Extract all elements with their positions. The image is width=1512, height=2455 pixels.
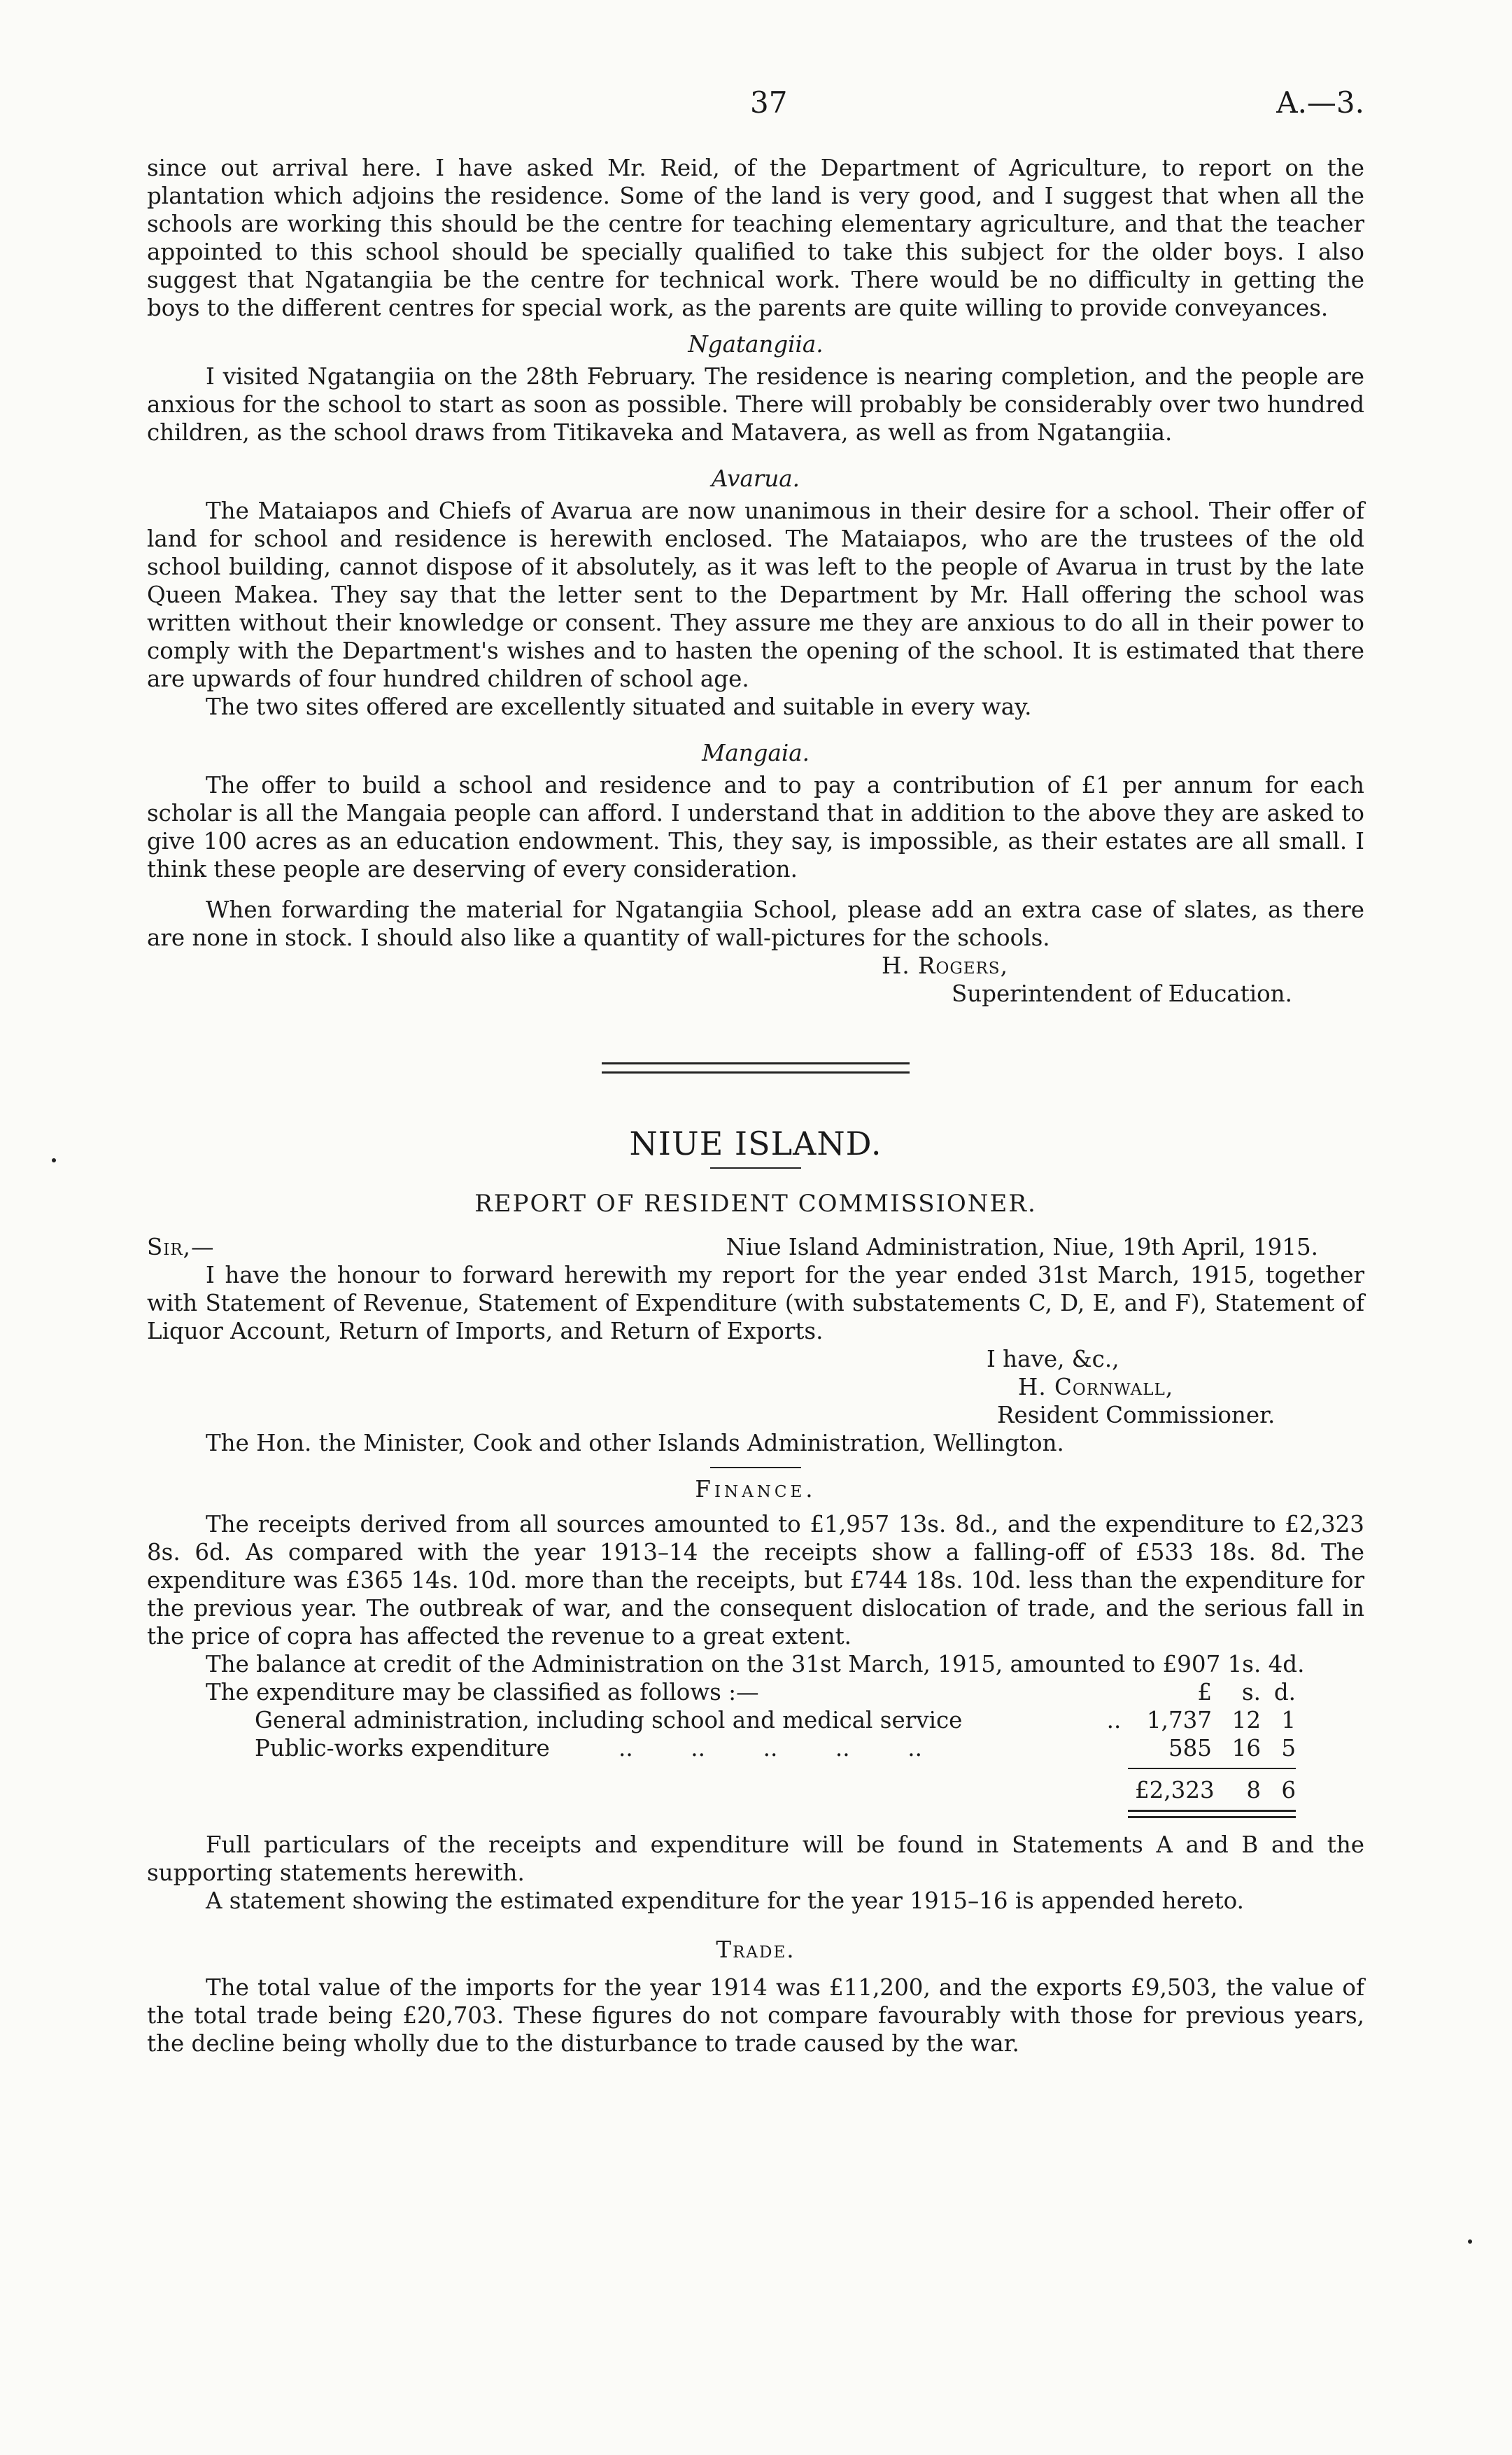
paragraph: I visited Ngatangiia on the 28th February. The residence is nearing completion, and the people are anxious for the school to start as soon as possible. There will probably be considerably over two hundred children, as the school draws from Titikaveka and Matavera, as well as from Ngatangiia. (147, 363, 1364, 446)
section-heading-mangaia: Mangaia. (702, 740, 810, 766)
total-double-rule (1128, 1810, 1296, 1818)
row-pounds: 1,737 (1146, 1707, 1212, 1733)
page-title: NIUE ISLAND. (629, 1125, 882, 1162)
table-intro: The expenditure may be classified as follows :— (206, 1679, 759, 1705)
signature-cornwall-title: Resident Commissioner. (997, 1402, 1276, 1428)
section-heading-avarua: Avarua. (711, 465, 800, 492)
total-pounds: £2,323 (1135, 1777, 1215, 1803)
paragraph: Full particulars of the receipts and expenditure will be found in Statements A and B and the supporting statements herewith. (147, 1831, 1364, 1886)
paragraph: The balance at credit of the Administration on the 31st March, 1915, amounted to £907 1s. 4d. (206, 1651, 1305, 1677)
letter-heading (147, 1233, 1364, 1261)
col-header-shillings: s. (1241, 1679, 1261, 1705)
paragraph: A statement showing the estimated expenditure for the year 1915–16 is appended hereto. (206, 1887, 1244, 1914)
salutation: Sir,— (147, 1234, 215, 1260)
paragraph: I have the honour to forward herewith my report for the year ended 31st March, 1915, together with Statement of Revenue, Statement of Expenditure (with substatements C, D, E, and F), Statement of Liquor Account, Return of Imports, and Return of Exports. (147, 1262, 1364, 1344)
signature-cornwall-name: H. Cornwall, (1018, 1374, 1174, 1400)
dateline: Niue Island Administration, Niue, 19th April, 1915. (726, 1234, 1318, 1260)
divider (710, 1467, 801, 1468)
row-leaders: .. .. .. .. .. (619, 1735, 922, 1761)
row-pence: 1 (1281, 1707, 1296, 1733)
paragraph: The Mataiapos and Chiefs of Avarua are now unanimous in their desire for a school. Their offer of land for school and residence is herewith enclosed. The Mataiapos, who are the trustees of the old school building, cannot dispose of it absolutely, as it was left to the people of Avarua in trust by the late Queen Makea. They say that the letter sent to the Department by Mr. Hall offering the school was written without their knowledge or consent. They assure me they are anxious to do all in their power to comply with the Department's wishes and to hasten the opening of the school. It is estimated that there are upwards of four hundred children of school age. (147, 498, 1364, 692)
row-leaders: .. (1106, 1707, 1122, 1733)
title-underline (710, 1167, 801, 1169)
expenditure-table (255, 1706, 1296, 1818)
row-shillings: 12 (1231, 1707, 1261, 1733)
paragraph: The total value of the imports for the year 1914 was £11,200, and the exports £9,503, the value of the total trade being £20,703. These figures do not compare favourably with those for previous years, the decline being wholly due to the disturbance to trade caused by the war. (147, 1974, 1364, 2057)
row-label: General administration, including school and medical service (255, 1707, 963, 1733)
row-shillings: 16 (1231, 1735, 1261, 1761)
table-row (255, 1734, 1296, 1762)
section-heading-ngatangiia: Ngatangiia. (688, 331, 824, 358)
paragraph: The offer to build a school and residence and to pay a contribution of £1 per annum for each scholar is all the Mangaia people can afford. I understand that in addition to the above they are asked to give 100 acres as an education endowment. This, they say, is impossible, as their estates are all small. I think these people are deserving of every consideration. (147, 772, 1364, 882)
scan-speck (52, 1158, 56, 1162)
row-pounds: 585 (1168, 1735, 1212, 1761)
section-divider (602, 1062, 910, 1074)
row-label: Public-works expenditure (255, 1735, 550, 1761)
paragraph: The receipts derived from all sources amounted to £1,957 13s. 8d., and the expenditure to £2,323 8s. 6d. As compared with the year 1913–14 the receipts show a falling-off of £533 18s. 8d. The expenditure was £365 14s. 10d. more than the receipts, but £744 18s. 10d. less than the expenditure for the previous year. The outbreak of war, and the consequent dislocation of trade, and the serious fall in the price of copra has affected the revenue to a great extent. (147, 1511, 1364, 1649)
row-pence: 5 (1281, 1735, 1296, 1761)
section-heading-finance: Finance. (695, 1476, 817, 1503)
col-header-pence: d. (1273, 1679, 1296, 1705)
addressee: The Hon. the Minister, Cook and other Islands Administration, Wellington. (206, 1430, 1064, 1456)
paragraph: since out arrival here. I have asked Mr. Reid, of the Department of Agriculture, to report on the plantation which adjoins the residence. Some of the land is very good, and I suggest that when all the schools are working this should be the centre for teaching elementary agriculture, and that the teacher appointed to this school should be specially qualified to take this subject for the older boys. I also suggest that Ngatangiia be the centre for technical work. There would be no difficulty in getting the boys to the different centres for special work, as the parents are quite willing to provide conveyances. (147, 155, 1364, 321)
total-shillings: 8 (1246, 1777, 1261, 1803)
table-total-row (255, 1776, 1296, 1804)
report-subtitle: REPORT OF RESIDENT COMMISSIONER. (474, 1190, 1037, 1218)
closing: I have, &c., (987, 1346, 1119, 1372)
section-heading-trade: Trade. (716, 1936, 796, 1963)
paragraph: When forwarding the material for Ngatangiia School, please add an extra case of slates, as there are none in stock. I should also like a quantity of wall-pictures for the schools. (147, 896, 1364, 951)
niue-island-report (147, 1124, 1364, 2057)
signature-rogers-title: Superintendent of Education. (952, 980, 1292, 1007)
table-intro-row (147, 1678, 1364, 1706)
page-header (147, 85, 1364, 120)
paragraph: The two sites offered are excellently situated and suitable in every way. (206, 694, 1032, 720)
document-reference: A.—3. (1276, 85, 1364, 120)
col-header-pounds: £ (1197, 1679, 1212, 1705)
cook-islands-education-report (147, 154, 1364, 1008)
scan-speck (1468, 2239, 1472, 2244)
total-rule (1128, 1768, 1296, 1769)
page-body (147, 154, 1364, 2057)
signature-rogers-name: H. Rogers, (882, 952, 1008, 979)
total-pence: 6 (1281, 1777, 1296, 1803)
table-row (255, 1706, 1296, 1734)
page-number: 37 (750, 85, 788, 120)
